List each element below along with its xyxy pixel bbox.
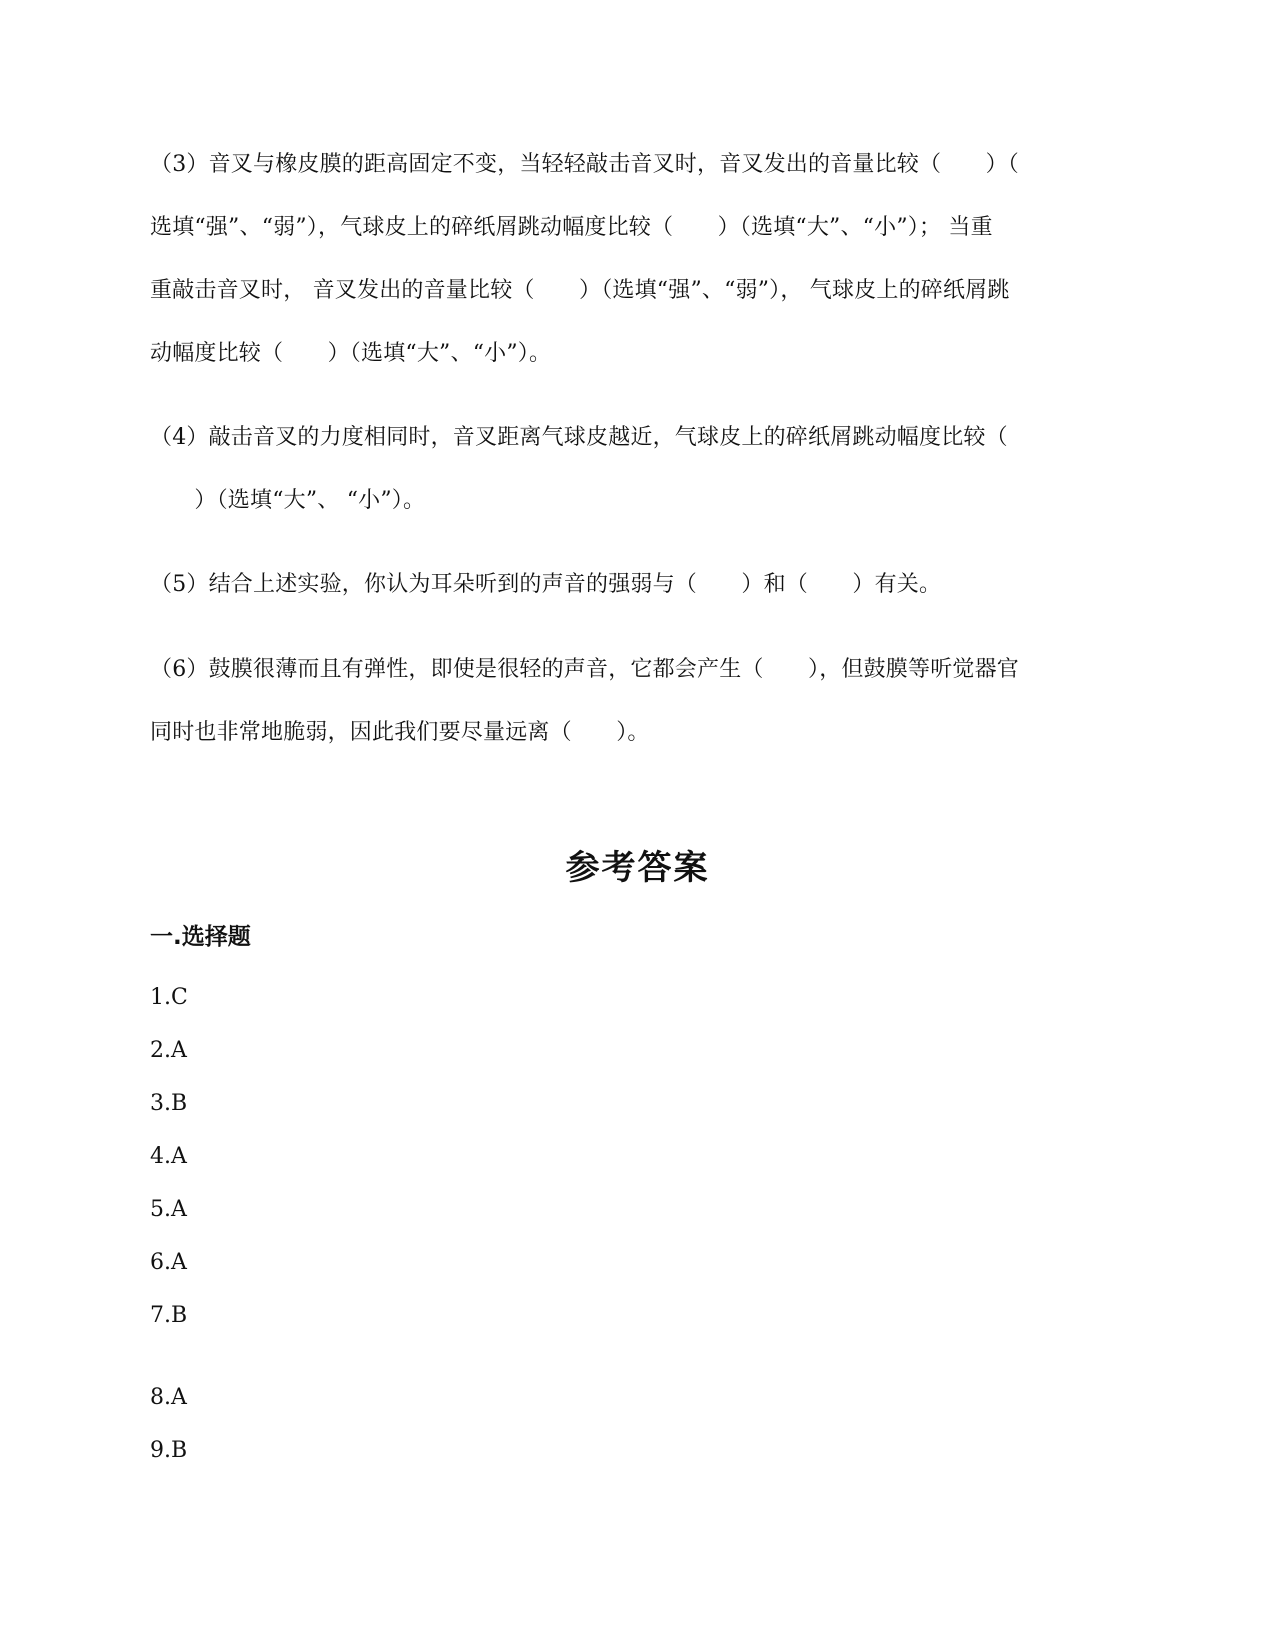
answer-item: 3.B xyxy=(150,1091,188,1116)
section-title-choice: 一.选择题 xyxy=(150,924,251,950)
answer-item: 5.A xyxy=(150,1197,187,1222)
answer-item: 6.A xyxy=(150,1250,187,1275)
question-6-line-2: 同时也非常地脆弱，因此我们要尽量远离（ ）。 xyxy=(150,720,650,745)
question-3-line-1: （3）音叉与橡皮膜的距高固定不变，当轻轻敲击音叉时，音叉发出的音量比较（ ）（ xyxy=(150,152,1019,177)
question-5-line-1: （5）结合上述实验，你认为耳朵听到的声音的强弱与（ ）和（ ）有关。 xyxy=(150,572,942,597)
answer-item: 9.B xyxy=(150,1438,188,1463)
answers-title: 参考答案 xyxy=(565,848,710,888)
answer-item: 1.C xyxy=(150,985,188,1010)
answer-item: 8.A xyxy=(150,1385,187,1410)
answer-item: 2.A xyxy=(150,1038,187,1063)
question-4-line-1: （4）敲击音叉的力度相同时，音叉距离气球皮越近，气球皮上的碎纸屑跳动幅度比较（ xyxy=(150,425,1008,450)
answer-item: 7.B xyxy=(150,1303,188,1328)
question-6-line-1: （6）鼓膜很薄而且有弹性，即使是很轻的声音，它都会产生（ ），但鼓膜等听觉器官 xyxy=(150,657,1019,682)
answer-item: 4.A xyxy=(150,1144,187,1169)
question-3-line-2: 选填“强”、“弱”），气球皮上的碎纸屑跳动幅度比较（ ）（选填“大”、“小”）； 当重 xyxy=(150,215,993,240)
question-4-line-2: ）（选填“大”、 “小”）。 xyxy=(150,488,426,513)
question-3-line-3: 重敲击音叉时， 音叉发出的音量比较（ ）（选填“强”、“弱”）， 气球皮上的碎纸屑跳 xyxy=(150,278,1010,303)
question-3-line-4: 动幅度比较（ ）（选填“大”、“小”）。 xyxy=(150,341,552,366)
